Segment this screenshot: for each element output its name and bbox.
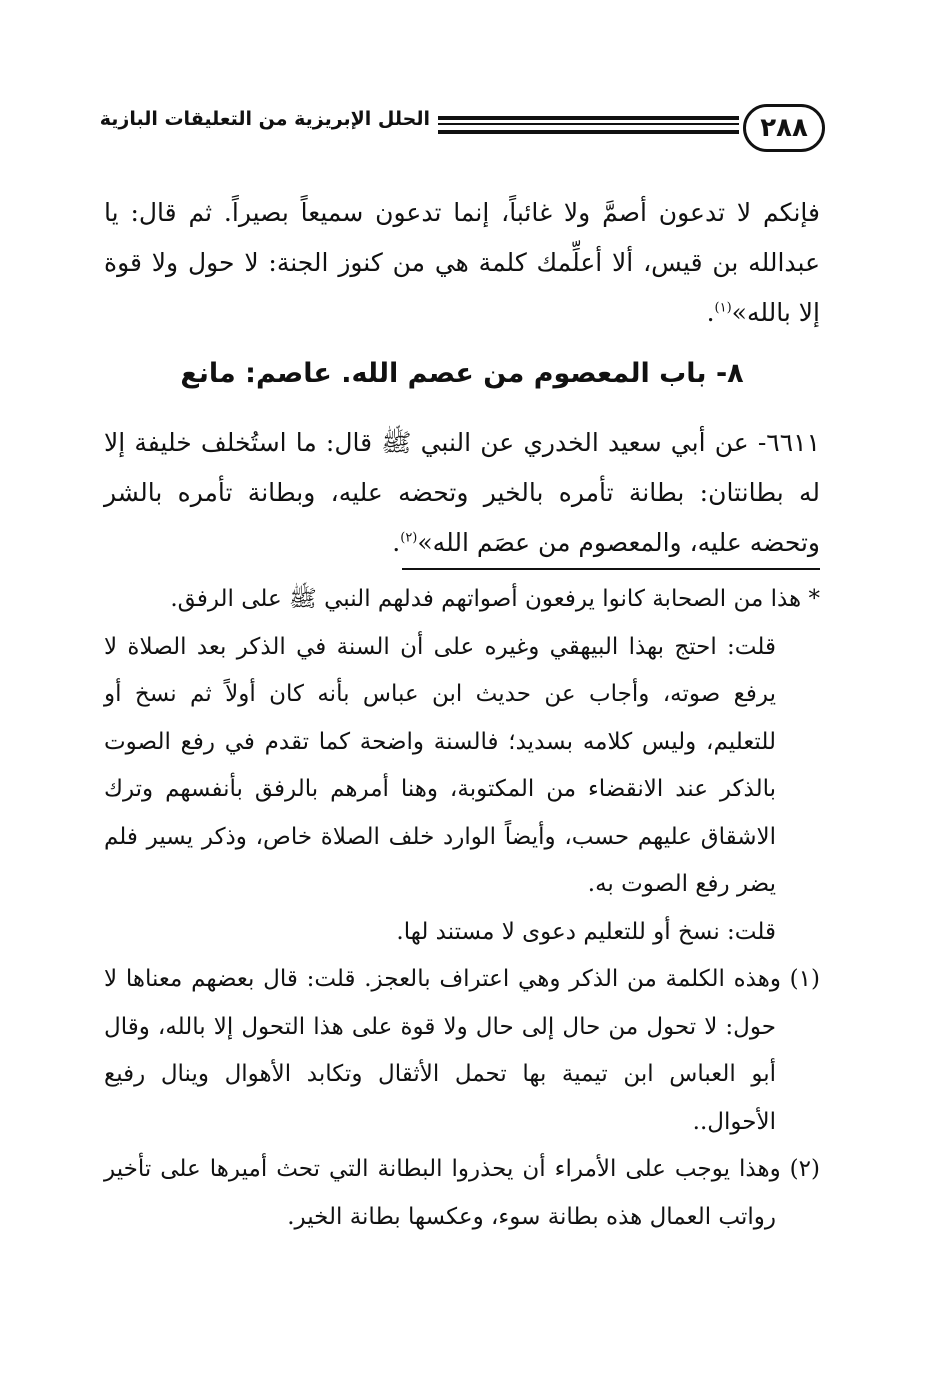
footnote-ref-2: (٢) (400, 530, 418, 546)
star-note: * هذا من الصحابة كانوا يرفعون أصواتهم فدلهم النبي ﷺ على الرفق. (170, 586, 820, 612)
footnote-separator (402, 568, 820, 570)
page-number: ٢٨٨ (743, 104, 825, 152)
footnote-2: (٢) وهذا يوجب على الأمراء أن يحذروا البطانة التي تحث أميرها على تأخير رواتب العمال هذه بطانة سوء، وعكسها بطانة الخير. (104, 1156, 820, 1230)
page-header (100, 104, 825, 160)
paragraph-1 (104, 188, 820, 338)
paragraph-2-end: . (392, 528, 401, 557)
header-rule (438, 116, 739, 134)
paragraph-1-end: . (706, 298, 715, 327)
paragraph-1-text: فإنكم لا تدعون أصمَّ ولا غائباً، إنما تدعون سميعاً بصيراً. ثم قال: يا عبدالله بن قيس، ألا أعلِّمك كلمة هي من كنوز الجنة: لا حول ولا قوة إلا بالله» (104, 198, 820, 327)
hadith-text: ٦٦١١- عن أبي سعيد الخدري عن النبي ﷺ قال: ما استُخلف خليفة إلا له بطانتان: بطانة تأمره بالخير وتحضه عليه، وبطانة تأمره بالشر وتحضه عليه، والمعصوم من عصَم الله» (104, 428, 820, 557)
paragraph-2 (104, 418, 820, 568)
footnotes (104, 576, 820, 1241)
chapter-heading: ٨- باب المعصوم من عصم الله. عاصم: مانع (180, 358, 744, 389)
footnote-1: (١) وهذه الكلمة من الذكر وهي اعتراف بالعجز. قلت: قال بعضهم معناها لا حول: لا تحول من حال إلى حال ولا قوة على هذا التحول إلا بالله، وقال أبو العباس ابن تيمية بها تحمل الأثقال وتكابد الأهوال وينال رفيع الأحوال.. (104, 966, 820, 1135)
commentary-2: قلت: نسخ أو للتعليم دعوى لا مستند لها. (396, 918, 776, 945)
running-title: الحلل الإبريزية من التعليقات البازية (99, 108, 430, 130)
commentary-1: قلت: احتج بهذا البيهقي وغيره على أن السنة في الذكر بعد الصلاة لا يرفع صوته، وأجاب عن حديث ابن عباس بأنه كان أولاً ثم نسخ أو للتعليم، وليس كلامه بسديد؛ فالسنة واضحة كما تقدم في رفع الصوت بالذكر عند الانقضاء من المكتوبة، وهنا أمرهم بالرفق بأنفسهم وترك الاشقاق عليهم حسب، وأيضاً الوارد خلف الصلاة خاص، وذكر يسير فلم يضر رفع الصوت به. (104, 633, 776, 897)
footnote-ref-1: (١) (714, 300, 732, 316)
